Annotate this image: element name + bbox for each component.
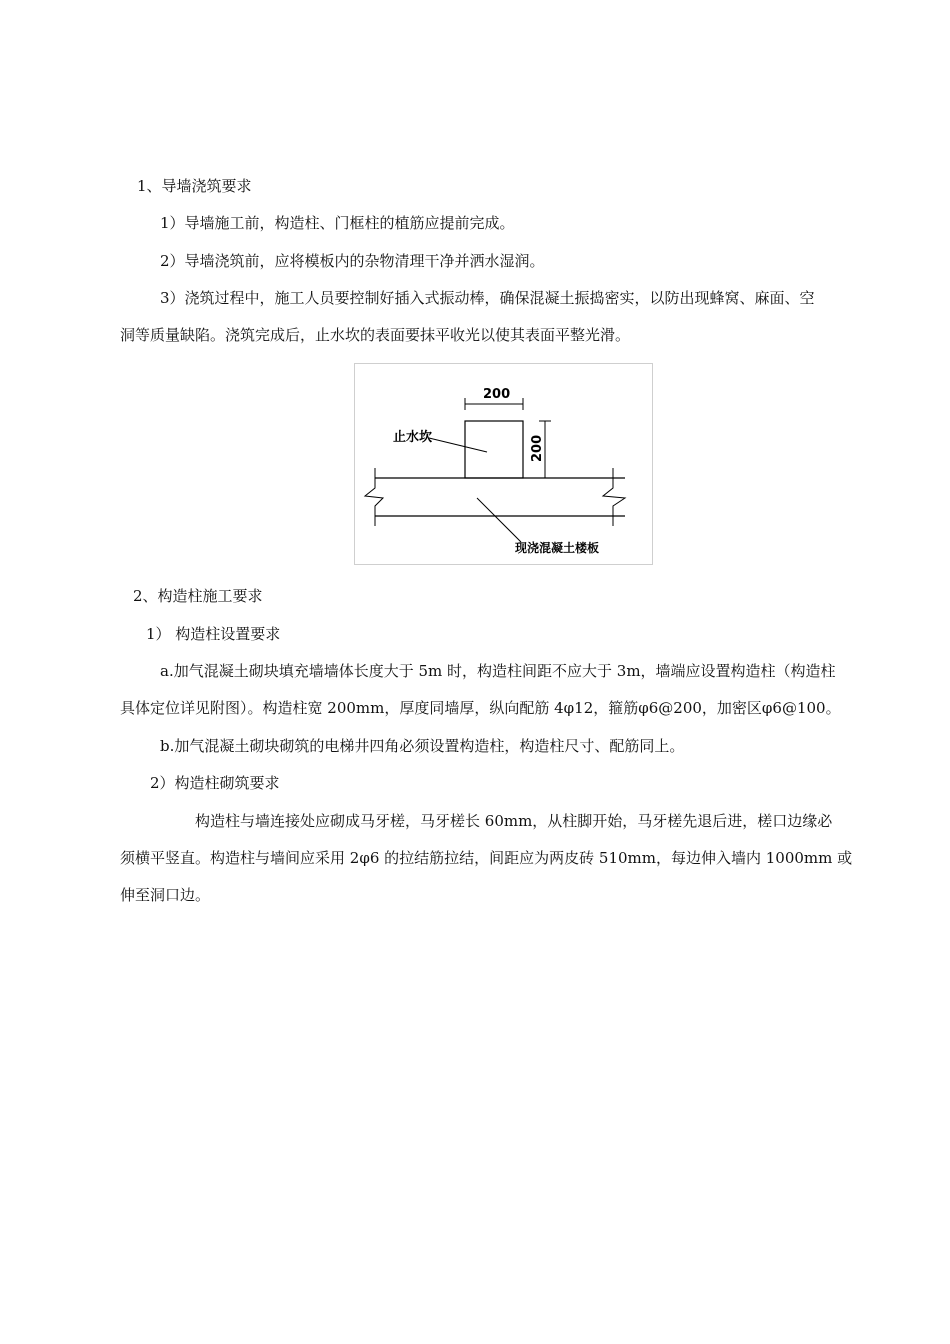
slab-leader-line xyxy=(477,498,521,542)
section2-sub1-heading: 1） 构造柱设置要求 xyxy=(146,625,281,643)
height-dimension-label: 200 xyxy=(530,434,545,462)
section2-para-line1: 构造柱与墙连接处应砌成马牙槎，马牙槎长 60mm，从柱脚开始，马牙槎先退后进，槎口边缘必 xyxy=(195,812,833,830)
section1-item2: 2）导墙浇筑前，应将模板内的杂物清理干净并洒水湿润。 xyxy=(160,252,545,270)
curb-leader-line xyxy=(429,438,487,452)
curb-rectangle xyxy=(465,421,523,478)
section2-a-line1: a.加气混凝土砌块填充墙墙体长度大于 5m 时，构造柱间距不应大于 3m，墙端应设置构造柱（构造柱 xyxy=(160,662,836,680)
section1-item3-line1: 3）浇筑过程中，施工人员要控制好插入式振动棒，确保混凝土振捣密实，以防出现蜂窝、麻面、空 xyxy=(160,289,815,307)
section1-heading: 1、导墙浇筑要求 xyxy=(137,177,252,195)
section2-heading: 2、构造柱施工要求 xyxy=(133,587,263,605)
slab-label: 现浇混凝土楼板 xyxy=(515,541,600,555)
section2-a-line2: 具体定位详见附图）。构造柱宽 200mm，厚度同墙厚，纵向配筋 4φ12，箍筋φ6@200，加密区φ6@100。 xyxy=(120,699,841,717)
section1-item3-line2: 洞等质量缺陷。浇筑完成后，止水坎的表面要抹平收光以使其表面平整光滑。 xyxy=(120,326,631,344)
slab-break-right xyxy=(603,468,625,526)
section1-item1: 1）导墙施工前，构造柱、门框柱的植筋应提前完成。 xyxy=(160,214,515,232)
diagram-svg xyxy=(355,364,652,564)
section2-b-line: b.加气混凝土砌块砌筑的电梯井四角必须设置构造柱，构造柱尺寸、配筋同上。 xyxy=(160,737,685,755)
curb-label: 止水坎 xyxy=(393,430,433,445)
width-dimension-label: 200 xyxy=(483,387,511,402)
water-stop-curb-diagram xyxy=(354,363,653,565)
section2-sub2-heading: 2）构造柱砌筑要求 xyxy=(150,774,280,792)
section2-para-line3: 伸至洞口边。 xyxy=(120,886,211,904)
section2-para-line2: 须横平竖直。构造柱与墙间应采用 2φ6 的拉结筋拉结，间距应为两皮砖 510mm，每边伸入墙内 1000mm 或 xyxy=(120,849,853,867)
slab-break-left xyxy=(365,468,383,526)
